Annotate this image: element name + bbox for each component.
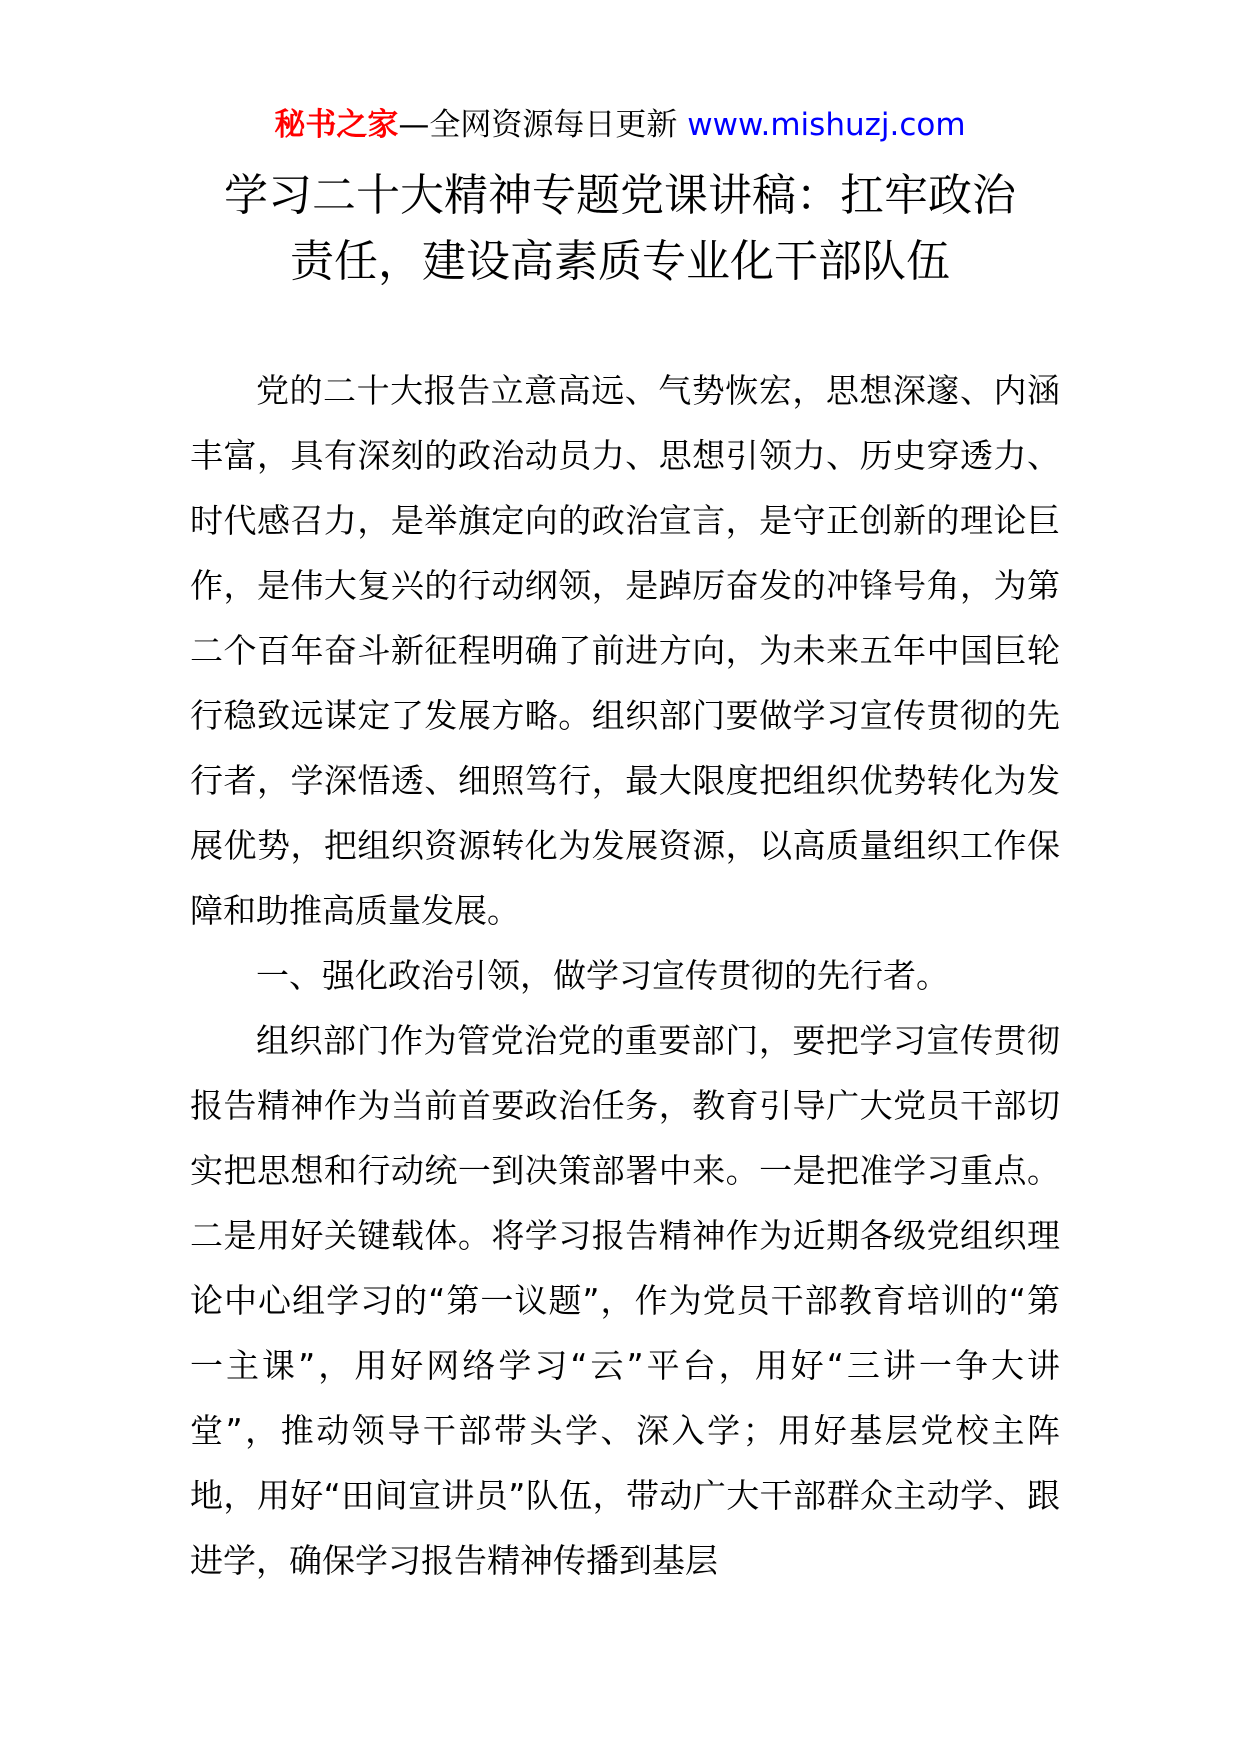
body-paragraph-section-1: 组织部门作为管党治党的重要部门，要把学习宣传贯彻报告精神作为当前首要政治任务，教育引导广大党员干部切实把思想和行动统一到决策部署中来。一是把准学习重点。二是用好关键载体。将学习报告精神作为近期各级党组织理论中心组学习的“第一议题”，作为党员干部教育培训的“第一主课”，用好网络学习“云”平台，用好“三讲一争大讲堂”，推动领导干部带头学、深入学；用好基层党校主阵地，用好“田间宣讲员”队伍，带动广大干部群众主动学、跟进学，确保学习报告精神传播到基层 xyxy=(190,1021,1060,1580)
document-title-line-1: 学习二十大精神专题党课讲稿：扛牢政治 xyxy=(224,170,1016,221)
body-paragraph-intro: 党的二十大报告立意高远、气势恢宏，思想深邃、内涵丰富，具有深刻的政治动员力、思想引领力、历史穿透力、时代感召力，是举旗定向的政治宣言，是守正创新的理论巨作，是伟大复兴的行动纲领，是踔厉奋发的冲锋号角，为第二个百年奋斗新征程明确了前进方向，为未来五年中国巨轮行稳致远谋定了发展方略。组织部门要做学习宣传贯彻的先行者，学深悟透、细照笃行，最大限度把组织优势转化为发展优势，把组织资源转化为发展资源，以高质量组织工作保障和助推高质量发展。 xyxy=(190,371,1060,930)
document-title-line-2: 责任，建设高素质专业化干部队伍 xyxy=(290,236,950,287)
banner-tagline: —全网资源每日更新 xyxy=(398,107,688,143)
document-title xyxy=(150,163,1090,295)
banner-url-link[interactable]: www.mishuzj.com xyxy=(687,107,966,143)
section-heading-1: 一、强化政治引领，做学习宣传贯彻的先行者。 xyxy=(256,956,949,995)
site-banner xyxy=(0,100,1240,150)
banner-brand: 秘书之家 xyxy=(274,107,399,143)
document-body xyxy=(190,358,1060,1593)
